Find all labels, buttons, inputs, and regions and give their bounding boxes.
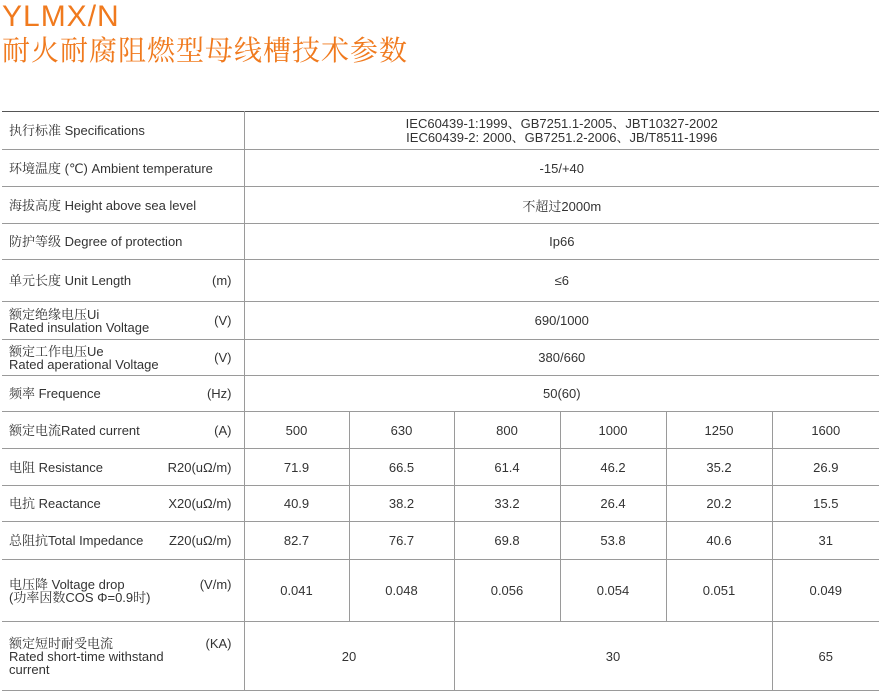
voltage-drop-value: 0.056 bbox=[454, 560, 560, 622]
operational-unit: (V) bbox=[214, 350, 232, 365]
impedance-value: 31 bbox=[772, 522, 879, 560]
title-description: 耐火耐腐阻燃型母线槽技术参数 bbox=[2, 34, 409, 67]
operational-label-cell bbox=[2, 340, 244, 376]
insulation-label-cell bbox=[2, 302, 244, 340]
resistance-value: 35.2 bbox=[666, 449, 772, 486]
frequency-value: 50(60) bbox=[244, 376, 879, 412]
voltage-drop-value: 0.051 bbox=[666, 560, 772, 622]
current-value: 1250 bbox=[666, 412, 772, 449]
short-time-value: 20 bbox=[244, 622, 454, 691]
impedance-value: 53.8 bbox=[560, 522, 666, 560]
frequency-label: 频率 Frequence bbox=[9, 386, 101, 401]
insulation-value: 690/1000 bbox=[244, 302, 879, 340]
spec-value: IEC60439-1:1999、GB7251.1-2005、JBT10327-2002 IEC60439-2: 2000、GB7251.2-2006、JB/T8511-1996 bbox=[244, 112, 879, 150]
resistance-label: 电阻 Resistance bbox=[9, 459, 103, 475]
protection-label: 防护等级 Degree of protection bbox=[2, 224, 244, 260]
current-value: 630 bbox=[349, 412, 454, 449]
reactance-value: 26.4 bbox=[560, 486, 666, 522]
table-row bbox=[2, 150, 879, 187]
impedance-value: 76.7 bbox=[349, 522, 454, 560]
table-row bbox=[2, 224, 879, 260]
spec-table bbox=[2, 111, 879, 691]
insulation-label-cn: 额定绝缘电压Ui bbox=[9, 306, 100, 322]
voltage-drop-unit: (V/m) bbox=[199, 576, 232, 592]
reactance-value: 15.5 bbox=[772, 486, 879, 522]
altitude-value: 不超过2000m bbox=[244, 187, 879, 224]
reactance-value: 38.2 bbox=[349, 486, 454, 522]
short-time-value: 30 bbox=[454, 622, 772, 691]
reactance-label-cell bbox=[2, 486, 244, 522]
table-row bbox=[2, 302, 879, 340]
resistance-value: 66.5 bbox=[349, 449, 454, 486]
short-time-label-cn: 额定短时耐受电流 bbox=[9, 635, 114, 651]
table-row bbox=[2, 560, 879, 622]
voltage-drop-value: 0.049 bbox=[772, 560, 879, 622]
impedance-value: 82.7 bbox=[244, 522, 349, 560]
resistance-value: 26.9 bbox=[772, 449, 879, 486]
table-row bbox=[2, 522, 879, 560]
table-row bbox=[2, 260, 879, 302]
table-row bbox=[2, 622, 879, 691]
protection-value: Ip66 bbox=[244, 224, 879, 260]
table-row bbox=[2, 486, 879, 522]
current-value: 800 bbox=[454, 412, 560, 449]
reactance-value: 40.9 bbox=[244, 486, 349, 522]
length-label: 单元长度 Unit Length bbox=[9, 273, 132, 288]
title-model: YLMX/N bbox=[2, 0, 120, 33]
frequency-unit: (Hz) bbox=[206, 386, 232, 401]
voltage-drop-value: 0.048 bbox=[349, 560, 454, 622]
table-row bbox=[2, 187, 879, 224]
reactance-value: 33.2 bbox=[454, 486, 560, 522]
voltage-drop-value: 0.054 bbox=[560, 560, 666, 622]
impedance-label: 总阻抗Total Impedance bbox=[9, 533, 144, 548]
table-row bbox=[2, 449, 879, 486]
short-time-label-en: Rated short-time withstand current bbox=[9, 648, 164, 677]
length-label-cell bbox=[2, 260, 244, 302]
table-row bbox=[2, 376, 879, 412]
impedance-value: 40.6 bbox=[666, 522, 772, 560]
resistance-value: 61.4 bbox=[454, 449, 560, 486]
altitude-label: 海拔高度 Height above sea level bbox=[2, 187, 244, 224]
current-label-cell bbox=[2, 412, 244, 449]
voltage-drop-label-cell bbox=[2, 560, 244, 622]
temp-value: -15/+40 bbox=[244, 150, 879, 187]
impedance-value: 69.8 bbox=[454, 522, 560, 560]
current-unit: (A) bbox=[214, 422, 232, 438]
length-unit: (m) bbox=[212, 273, 232, 288]
table-row bbox=[2, 340, 879, 376]
resistance-value: 46.2 bbox=[560, 449, 666, 486]
voltage-drop-note: (功率因数COS Φ=0.9时) bbox=[9, 589, 151, 605]
current-label: 额定电流Rated current bbox=[9, 422, 140, 438]
operational-label-cn: 额定工作电压Ue bbox=[9, 343, 104, 359]
current-value: 1600 bbox=[772, 412, 879, 449]
impedance-label-cell bbox=[2, 522, 244, 560]
voltage-drop-label: 电压降 Voltage drop bbox=[9, 576, 125, 592]
resistance-unit: R20(uΩ/m) bbox=[167, 459, 232, 475]
frequency-label-cell bbox=[2, 376, 244, 412]
reactance-unit: X20(uΩ/m) bbox=[168, 496, 232, 511]
short-time-unit: (KA) bbox=[205, 635, 232, 651]
operational-value: 380/660 bbox=[244, 340, 879, 376]
length-value: ≤6 bbox=[244, 260, 879, 302]
resistance-label-cell bbox=[2, 449, 244, 486]
voltage-drop-value: 0.041 bbox=[244, 560, 349, 622]
temp-label: 环境温度 (℃) Ambient temperature bbox=[2, 150, 244, 187]
operational-label-en: Rated aperational Voltage bbox=[9, 356, 159, 372]
table-row bbox=[2, 112, 879, 150]
resistance-value: 71.9 bbox=[244, 449, 349, 486]
table-row bbox=[2, 412, 879, 449]
reactance-value: 20.2 bbox=[666, 486, 772, 522]
insulation-label-en: Rated insulation Voltage bbox=[9, 319, 150, 335]
insulation-unit: (V) bbox=[214, 313, 232, 328]
current-value: 1000 bbox=[560, 412, 666, 449]
reactance-label: 电抗 Reactance bbox=[9, 496, 101, 511]
spec-label: 执行标准 Specifications bbox=[2, 112, 244, 150]
short-time-value: 65 bbox=[772, 622, 879, 691]
impedance-unit: Z20(uΩ/m) bbox=[169, 533, 232, 548]
current-value: 500 bbox=[244, 412, 349, 449]
short-time-label-cell bbox=[2, 622, 244, 691]
